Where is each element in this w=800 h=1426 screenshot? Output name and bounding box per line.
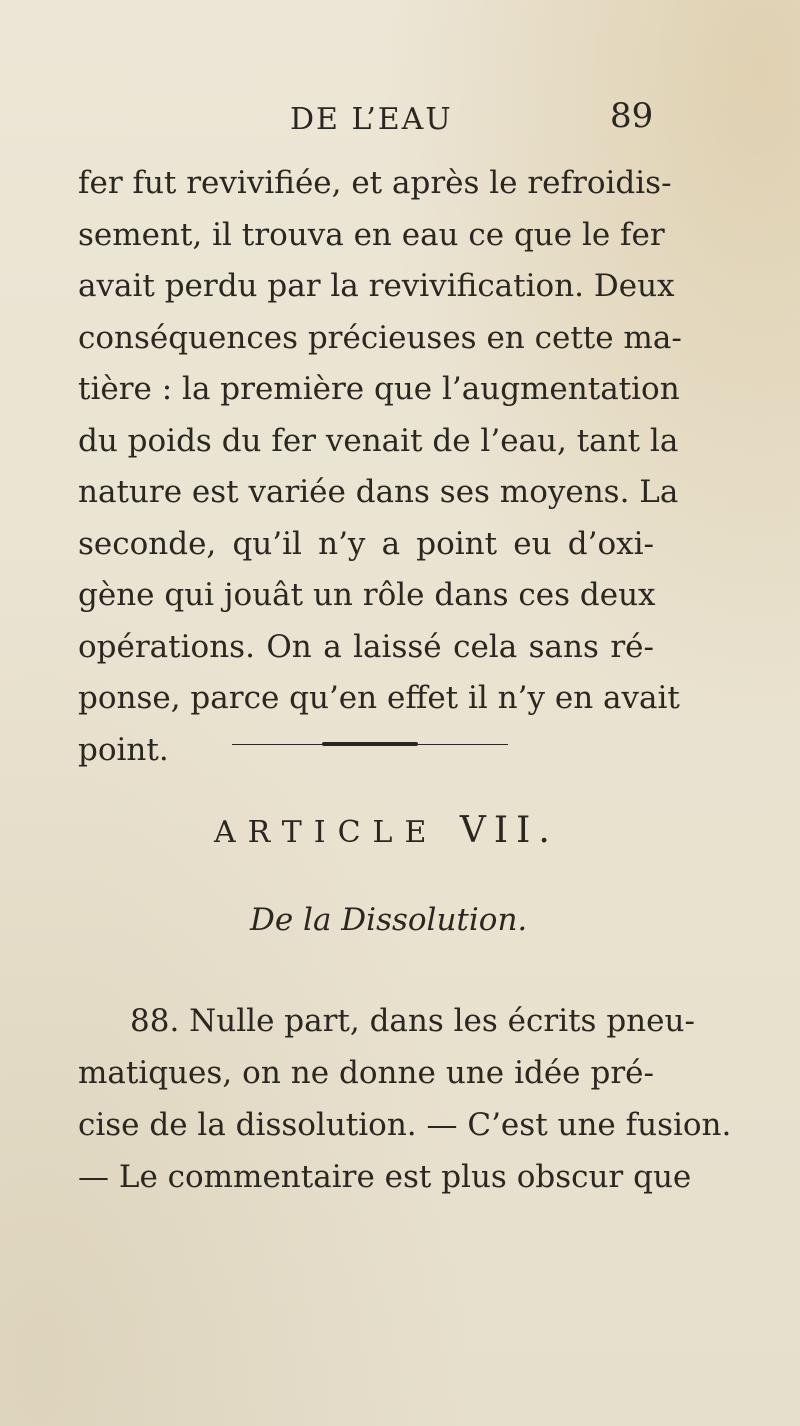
text-line: seconde, qu’il n’y a point eu d’oxi-	[78, 525, 654, 562]
text-line: cise de la dissolution. — C’est une fusion.	[78, 1107, 732, 1143]
article-heading	[214, 810, 558, 851]
paragraph-88	[78, 995, 732, 1203]
paragraph-continued	[78, 158, 682, 776]
divider-thick-line	[322, 742, 418, 746]
text-line: opérations. On a laissé cela sans ré-	[78, 628, 654, 665]
text-line: point.	[78, 731, 169, 768]
text-line: — Le commentaire est plus obscur que	[78, 1159, 692, 1195]
running-head: DE L’EAU	[290, 102, 453, 137]
text-line: matiques, on ne donne une idée pré-	[78, 1055, 654, 1091]
text-line: nature est variée dans ses moyens. La	[78, 474, 679, 510]
article-label: ARTICLE	[214, 815, 439, 850]
section-divider-rule	[232, 741, 508, 747]
text-line: avait perdu par la revivification. Deux	[78, 268, 675, 304]
text-line: tière : la première que l’augmentation	[78, 371, 680, 407]
page-number: 89	[610, 96, 654, 136]
text-line: sement, il trouva en eau ce que le fer	[78, 216, 665, 253]
section-title: De la Dissolution.	[250, 902, 528, 938]
article-number: VII.	[459, 810, 558, 851]
text-line: gène qui jouât un rôle dans ces deux	[78, 577, 656, 613]
text-line: 88. Nulle part, dans les écrits pneu-	[130, 1003, 695, 1039]
text-line: fer fut revivifiée, et après le refroidis-	[78, 165, 672, 201]
text-line: ponse, parce qu’en effet il n’y en avait	[78, 680, 680, 716]
text-line: conséquences précieuses en cette ma-	[78, 319, 682, 356]
text-line: du poids du fer venait de l’eau, tant la	[78, 422, 679, 459]
